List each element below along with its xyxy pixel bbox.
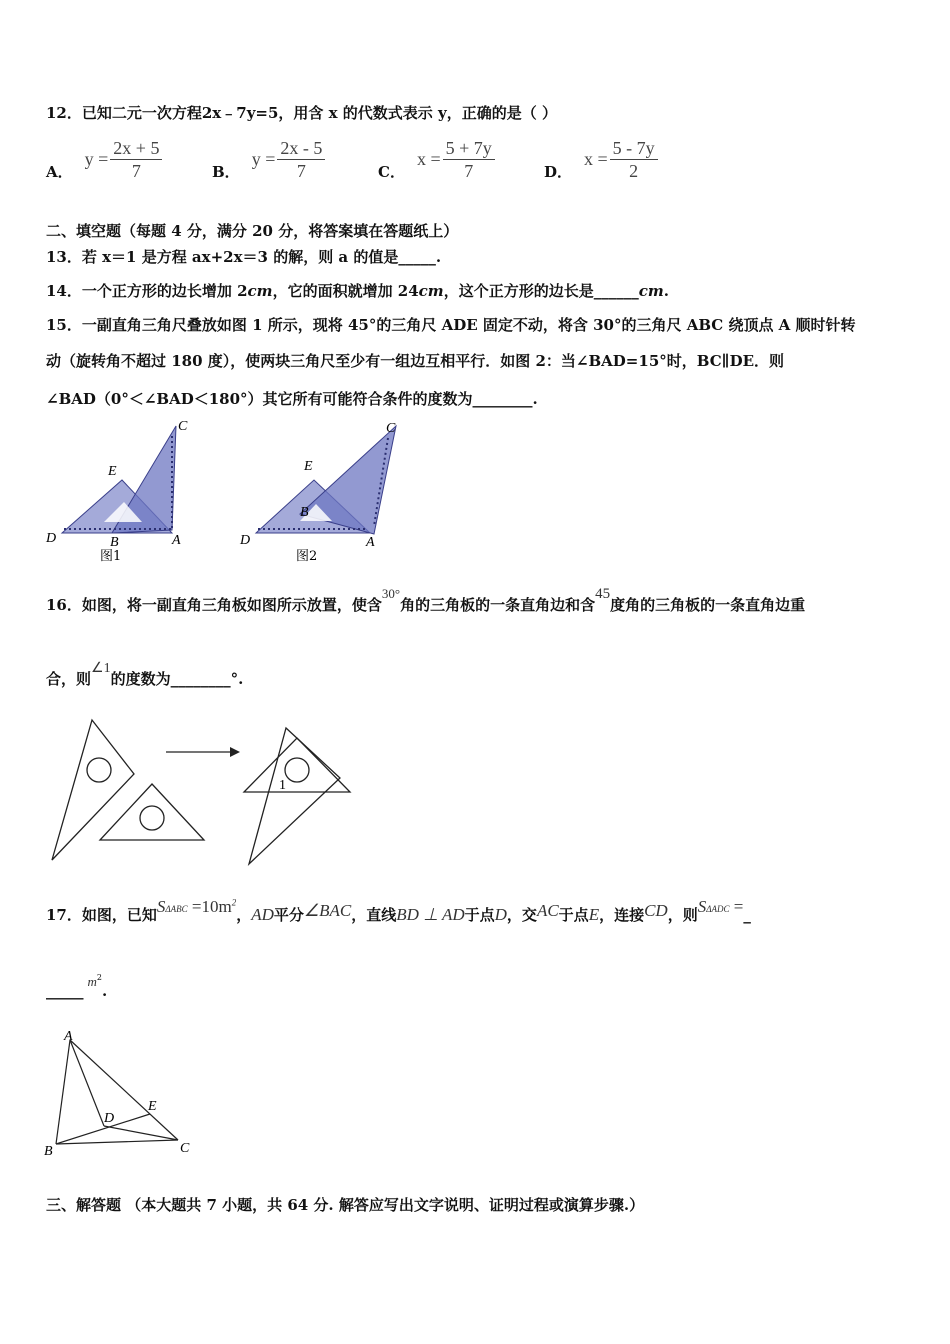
q17-part: 17．如图，已知 bbox=[46, 906, 157, 924]
label-a: A bbox=[64, 1029, 73, 1044]
section-3-heading: 三、解答题 （本大题共 7 小题，共 64 分. 解答应写出文字说明、证明过程或演算步骤.） bbox=[46, 1196, 645, 1214]
answer-blank-start: _ bbox=[743, 906, 751, 924]
q14-part: . bbox=[663, 282, 669, 300]
unit-cm: cm bbox=[638, 282, 664, 300]
option-lhs: x = bbox=[584, 148, 608, 169]
segment-ad: AD bbox=[251, 905, 274, 924]
area-subscript: ΔADC bbox=[706, 904, 730, 914]
q17-part: ，交 bbox=[506, 906, 537, 924]
option-lhs: y = bbox=[84, 148, 109, 169]
fraction-numerator: 5 + 7y bbox=[443, 137, 495, 160]
q17-part: 于点 bbox=[464, 906, 495, 924]
angle-label-1: 1 bbox=[279, 778, 286, 793]
point-e: E bbox=[588, 905, 600, 924]
area-symbol: S bbox=[156, 897, 166, 916]
area-symbol: S bbox=[697, 897, 707, 916]
q17-figure bbox=[40, 1028, 210, 1162]
degree-30: 30° bbox=[381, 586, 401, 601]
fraction-denominator: 2 bbox=[629, 160, 639, 181]
option-fraction bbox=[443, 137, 495, 182]
equals-sign: = bbox=[733, 897, 744, 916]
q16-part: 16．如图，将一副直角三角板如图所示放置，使含 bbox=[46, 596, 382, 614]
q12-stem: 12．已知二元一次方程2x﹣7y=5，用含 x 的代数式表示 y，正确的是（ ） bbox=[46, 104, 557, 122]
fraction-numerator: 5 - 7y bbox=[610, 137, 658, 160]
unit-cm: cm bbox=[418, 282, 444, 300]
q12-option-d[interactable] bbox=[544, 134, 658, 184]
q17-part: 平分 bbox=[273, 906, 304, 924]
q16-figure bbox=[44, 712, 364, 872]
area-subscript: ΔABC bbox=[165, 904, 188, 914]
q17-line-1 bbox=[46, 897, 751, 925]
q16-part: 角的三角板的一条直角边和含 bbox=[400, 596, 596, 614]
bd-perp-ad: BD ⊥ AD bbox=[396, 905, 465, 924]
label-e: E bbox=[304, 459, 313, 474]
label-d: D bbox=[104, 1111, 115, 1126]
option-letter: B． bbox=[212, 162, 240, 181]
area-value: =10m bbox=[191, 897, 232, 916]
option-fraction bbox=[110, 137, 162, 182]
square-exponent: 2 bbox=[231, 897, 237, 908]
q15-line-3: ∠BAD（0°＜∠BAD＜180°）其它所有可能符合条件的度数为________. bbox=[46, 390, 538, 408]
q16-line-1 bbox=[46, 586, 806, 615]
q15-line-2: 动（旋转角不超过 180 度），使两块三角尺至少有一组边互相平行．如图 2：当∠BAD=15°时，BC∥DE．则 bbox=[46, 352, 785, 370]
figure-caption: 图2 bbox=[296, 549, 318, 564]
option-lhs: y = bbox=[251, 148, 276, 169]
label-e: E bbox=[108, 464, 117, 479]
answer-blank: _____ bbox=[46, 982, 84, 1000]
q16-part: 合，则 bbox=[46, 670, 92, 688]
label-d: D bbox=[240, 533, 251, 548]
label-b: B bbox=[300, 505, 309, 520]
angle-1: ∠1 bbox=[91, 661, 111, 676]
q16-part: 度角的三角板的一条直角边重 bbox=[610, 596, 806, 614]
q15-line-1: 15．一副直角三角尺叠放如图 1 所示，现将 45°的三角尺 ADE 固定不动，将含 30°的三角尺 ABC 绕顶点 A 顺时针转 bbox=[46, 316, 856, 334]
area-adc bbox=[698, 897, 744, 916]
fraction-denominator: 7 bbox=[131, 160, 141, 181]
q12-option-a[interactable] bbox=[46, 134, 162, 184]
fraction-denominator: 7 bbox=[464, 160, 474, 181]
label-a: A bbox=[366, 535, 375, 550]
option-letter: A． bbox=[46, 162, 73, 181]
fraction-numerator: 2x + 5 bbox=[110, 137, 162, 160]
q14-part: ，这个正方形的边长是______ bbox=[443, 282, 639, 300]
point-d: D bbox=[494, 905, 507, 924]
q17-line-2 bbox=[46, 973, 108, 1000]
q17-part: ，直线 bbox=[351, 906, 397, 924]
section-2-heading: 二、填空题（每题 4 分，满分 20 分，将答案填在答题纸上） bbox=[46, 222, 459, 240]
q13-text: 13．若 x＝1 是方程 ax+2x＝3 的解，则 a 的值是_____. bbox=[46, 248, 442, 266]
q17-part: ，连接 bbox=[599, 906, 645, 924]
q16-part: 的度数为________°. bbox=[110, 670, 244, 688]
q16-line-2 bbox=[46, 661, 244, 689]
label-e: E bbox=[148, 1099, 157, 1114]
label-b: B bbox=[110, 535, 119, 550]
segment-cd: CD bbox=[644, 901, 668, 920]
q14-part: ，它的面积就增加 24 bbox=[272, 282, 419, 300]
segment-ac: AC bbox=[536, 901, 559, 920]
q12-option-c[interactable] bbox=[378, 134, 495, 184]
option-letter: D． bbox=[544, 162, 573, 181]
q17-part: 于点 bbox=[558, 906, 589, 924]
area-abc bbox=[157, 897, 236, 916]
q14-part: 14．一个正方形的边长增加 2 bbox=[46, 282, 248, 300]
unit-exponent: 2 bbox=[96, 973, 102, 982]
figure-caption: 图1 bbox=[100, 549, 122, 564]
fraction-numerator: 2x - 5 bbox=[277, 137, 325, 160]
q15-figure-2 bbox=[238, 418, 408, 566]
q12-option-b[interactable] bbox=[212, 134, 325, 184]
option-letter: C． bbox=[378, 162, 405, 181]
unit-cm: cm bbox=[247, 282, 273, 300]
unit-m: m bbox=[87, 974, 97, 989]
label-c: C bbox=[180, 1141, 190, 1156]
label-b: B bbox=[44, 1144, 53, 1159]
q17-part: ，则 bbox=[667, 906, 698, 924]
period: . bbox=[101, 982, 108, 1000]
label-d: D bbox=[46, 531, 57, 546]
option-fraction bbox=[277, 137, 325, 182]
degree-45: 45 bbox=[595, 586, 611, 602]
option-lhs: x = bbox=[416, 148, 441, 169]
label-c: C bbox=[386, 421, 396, 436]
q15-figure-1 bbox=[44, 418, 204, 566]
fraction-denominator: 7 bbox=[296, 160, 306, 181]
label-a: A bbox=[172, 533, 181, 548]
q14-text bbox=[46, 280, 669, 301]
label-c: C bbox=[178, 419, 188, 434]
angle-bac: ∠BAC bbox=[303, 901, 352, 920]
q17-part: ， bbox=[236, 906, 252, 924]
option-fraction bbox=[610, 137, 658, 182]
